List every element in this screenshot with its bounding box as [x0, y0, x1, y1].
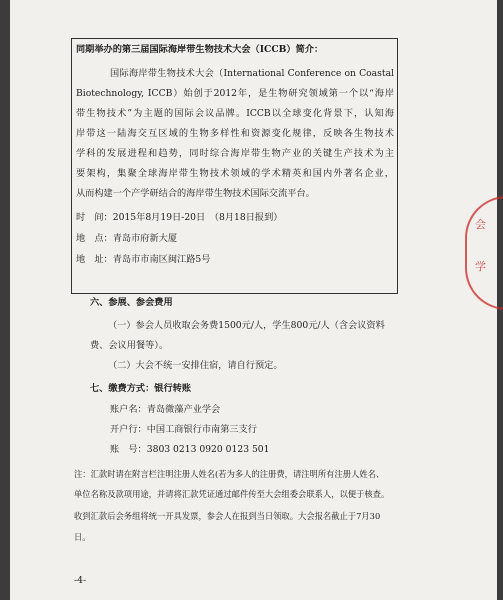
- intro-line: 国际海岸带生物技术大会（International Conference on Coastal: [110, 68, 394, 79]
- note-line: 日。: [74, 532, 91, 542]
- intro-line: Biotechnology, ICCB）始创于2012年，是生物研究领域第一个以“海岸: [76, 88, 394, 99]
- event-place: 地 点：青岛市府新大厦: [76, 233, 178, 244]
- intro-heading: 同期举办的第三届国际海岸带生物技术大会（ICCB）简介：: [76, 44, 324, 55]
- intro-line: 从而构建一个产学研结合的海岸带生物技术国际交流平台。: [76, 188, 315, 199]
- event-address: 地 址：青岛市市南区闽江路5号: [76, 254, 211, 265]
- section6-title: 六、参展、参会费用: [90, 297, 173, 308]
- fee-item-2: （二）大会不统一安排住宿，请自行预定。: [108, 360, 283, 371]
- stamp-char: 会: [475, 218, 486, 231]
- fee-item-1: （一）参会人员收取会务费1500元/人，学生800元/人（含会议资料: [108, 320, 385, 331]
- intro-line: 岸带这一陆海交互区域的生物多样性和资源变化规律，反映各生物技术: [76, 128, 394, 139]
- event-time: 时 间：2015年8月19日-20日 （8月18日报到）: [76, 212, 283, 223]
- account-name: 账户名：青岛微藻产业学会: [110, 404, 221, 415]
- account-number: 账 号：3803 0213 0920 0123 501: [110, 444, 270, 455]
- page-number: -4-: [74, 575, 87, 586]
- document-page: [10, 0, 497, 600]
- intro-line: 要架构，集聚全球海岸带生物技术领域的学术精英和国内外著名企业，: [76, 168, 394, 179]
- intro-line: 带生物技术”为主题的国际会议品牌。ICCB以全球变化背景下，认知海: [76, 108, 394, 119]
- bank-name: 开户行：中国工商银行市南第三支行: [110, 424, 257, 435]
- section7-title: 七、缴费方式：银行转账: [90, 383, 192, 394]
- red-seal-stamp: [465, 196, 503, 310]
- note-line: 注：汇款时请在附言栏注明注册人姓名(若为多人的注册费，请注明所有注册人姓名、: [74, 469, 385, 479]
- fee-item-1-cont: 费、会议用餐等）。: [90, 340, 169, 351]
- note-line: 收到汇款后会务组将统一开具发票，参会人在报到当日领取。大会报名截止于7月30: [74, 511, 381, 521]
- stamp-char: 学: [475, 260, 486, 273]
- intro-line: 学科的发展进程和趋势，同时综合海岸带生物产业的关键生产技术为主: [76, 148, 394, 159]
- note-line: 单位名称及款项用途，并请将汇款凭证通过邮件传至大会组委会联系人，以便于核查。: [74, 489, 390, 499]
